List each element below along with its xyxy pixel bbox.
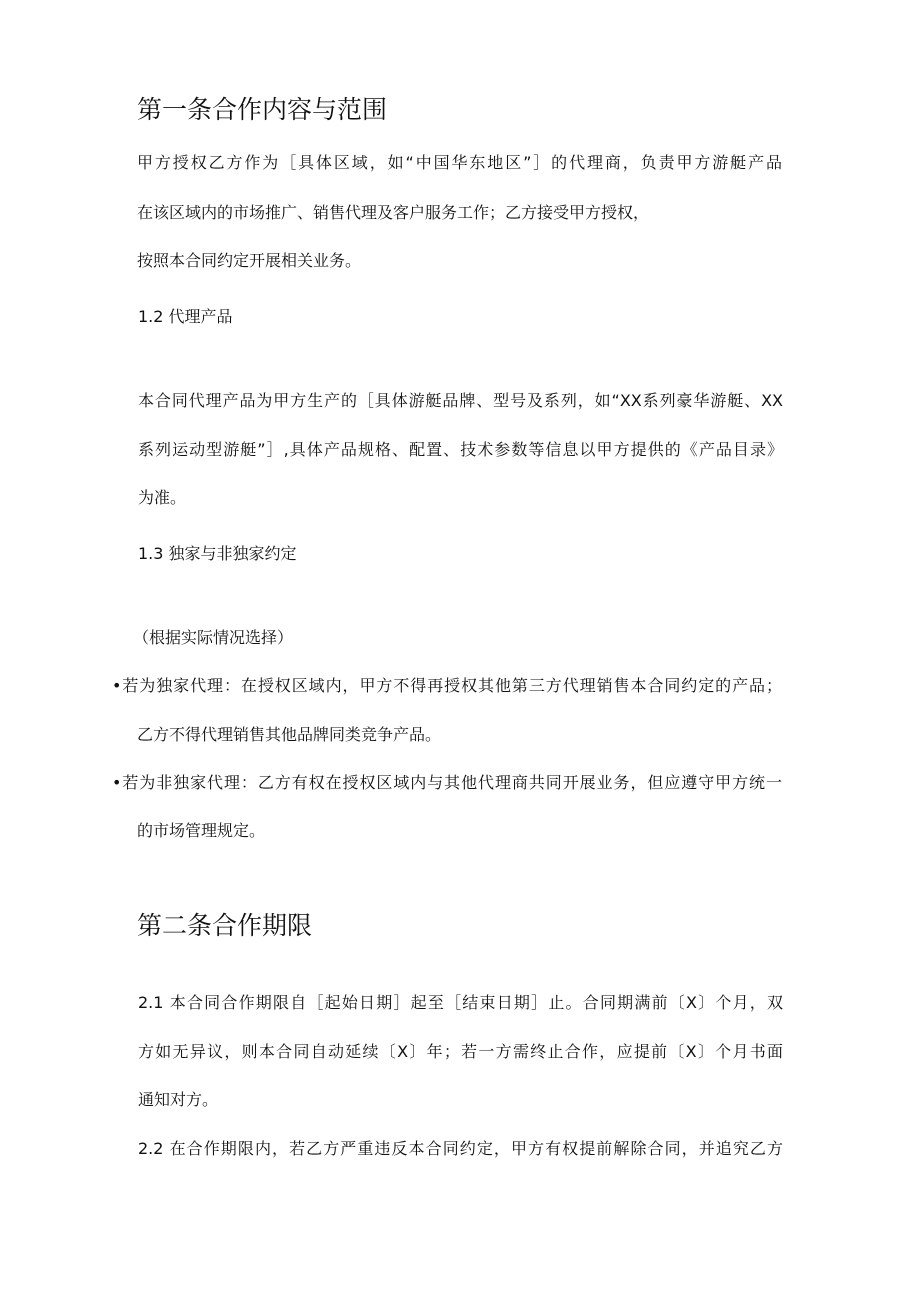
article-1-para-line: 按照本合同约定开展相关业务。 <box>137 251 362 270</box>
section-1-2-para-line: 本合同代理产品为甲方生产的［具体游艇品牌、型号及系列，如“XX系列豪华游艇、XX <box>138 391 783 410</box>
section-1-2-para-line: 系列运动型游艇”］,具体产品规格、配置、技术参数等信息以甲方提供的《产品目录》 <box>138 440 783 459</box>
bullet-exclusive-line: 乙方不得代理销售其他品牌同类竞争产品。 <box>137 725 442 744</box>
section-1-3-title: 1.3 独家与非独家约定 <box>138 544 297 563</box>
bullet-nonexclusive-line: •若为非独家代理：乙方有权在授权区域内与其他代理商共同开展业务，但应遵守甲方统一 <box>112 773 782 792</box>
section-1-2-para-line: 为准。 <box>138 488 187 507</box>
section-2-2-para-line: 2.2 在合作期限内，若乙方严重违反本合同约定，甲方有权提前解除合同，并追究乙方 <box>138 1139 783 1158</box>
bullet-exclusive-line: •若为独家代理：在授权区域内，甲方不得再授权其他第三方代理销售本合同约定的产品； <box>112 676 782 695</box>
section-2-1-para-line: 通知对方。 <box>138 1090 219 1109</box>
article-1-para-line: 甲方授权乙方作为［具体区域，如“中国华东地区”］的代理商，负责甲方游艇产品 <box>137 153 782 172</box>
section-2-1-para-line: 2.1 本合同合作期限自［起始日期］起至［结束日期］止。合同期满前〔X〕个月，双 <box>138 993 783 1012</box>
selection-note: （根据实际情况选择） <box>133 628 294 647</box>
article-2-heading: 第二条合作期限 <box>137 911 313 940</box>
article-1-heading: 第一条合作内容与范围 <box>137 95 388 124</box>
section-1-2-title: 1.2 代理产品 <box>138 307 233 326</box>
section-2-1-para-line: 方如无异议，则本合同自动延续〔X〕年；若一方需终止合作，应提前〔X〕个月书面 <box>138 1042 783 1061</box>
bullet-nonexclusive-line: 的市场管理规定。 <box>137 821 266 840</box>
article-1-para-line: 在该区域内的市场推广、销售代理及客户服务工作；乙方接受甲方授权， <box>137 203 650 222</box>
